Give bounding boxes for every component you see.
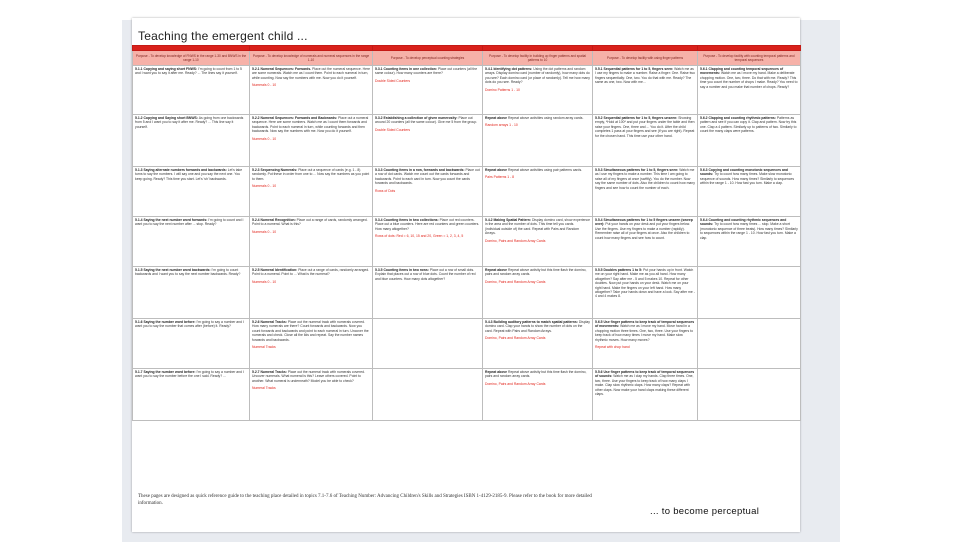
activity-cell [698, 66, 801, 115]
page-title: Teaching the emergent child ... [138, 29, 308, 43]
activity-instructions: Watch me as I use my fingers to make a number. Raise a finger: One. Raise two fingers sequentially: One, two. You do that with me. Ready? The same as one, two. Now with me... [595, 67, 695, 85]
activity-reference: 5.2.6 Numeral Tracks: [252, 320, 287, 324]
activity-cell [483, 217, 593, 267]
activity-instructions: Patterns as pattern and see if you can copy it. Clap and pattern. Now try this one. Clap a 4 pattern. Similarly up to patterns of two. Similarly to count the many claps were patterns. [700, 116, 797, 134]
activity-instructions: Repeat above activity but this time flash the domino, pairs and random array cards. [485, 268, 587, 277]
table-row [133, 66, 801, 115]
purpose-cell: Purpose - To develop knowledge of FNWS in the range 1-30 and BNWS in the range 1-10 [133, 51, 250, 66]
purpose-row [133, 51, 801, 66]
activity-reference: 5.2.1 Numeral Sequences: Forwards. [252, 67, 312, 71]
caption: ... to become perceptual [650, 506, 760, 517]
activity-cell [593, 267, 698, 319]
activity-instructions: Repeat above activity but this time flash the domino, pairs and random array cards. [485, 370, 587, 379]
activity-instructions: Display domino card. Clap your hands to show the number of dots on the card. Repeat with Pairs and Random Arrays. [485, 320, 590, 333]
footer-note: These pages are designed as quick reference guide to the teaching place detailed in topics 7.1-7.6 of Teaching Number: Advancing Children's Skills and Strategies ISBN 1-4129-2185-9. Please refer to the book for more detailed information. [138, 494, 592, 506]
activity-instructions: Repeat above activities using random array cards. [508, 116, 584, 120]
activity-cell [133, 115, 250, 167]
activity-instructions: Place out the numeral track with numerals covered. Uncover numerals. What numeral is this? Leave others covered. Point to another. What numeral is underneath? Model you be able to check? [252, 370, 365, 383]
activity-instructions: Place out counters (all the same colour). How many counters are there? [375, 67, 478, 76]
activity-instructions: Put your hands up in front. Watch me on your right hand. Make me as you all hand. How many altogether? Say after me - 5 and 5 makes 10. Repeat for other doubles. Now put your hands on your desk. Watch me on your right hand. Make the fingers on your left hand. How many altogether? Take your hands down and have a look. Say after me - 4 and 4 makes 8. [595, 268, 695, 299]
activity-cell [250, 115, 373, 167]
activity-cell [373, 369, 483, 421]
materials-label: Double Sided Counters [375, 78, 411, 83]
materials-label: Random arrays 1 - 10 [485, 123, 518, 128]
activity-reference: 5.1.3 Saying alternate numbers forwards and backwards: [135, 168, 227, 172]
activity-reference: Repeat above [485, 268, 508, 272]
activity-reference: 5.2.4 Numeral Recognition: [252, 218, 296, 222]
activity-instructions: Try to count how many times ... stop. Make a short (monotonic sequence of three beats). How many times? Similarly to sequences within the range 1 - 10. How fast you turn. Make a clap. [700, 222, 798, 240]
activity-cell [593, 66, 698, 115]
materials-label: Numeral Tracks [252, 345, 276, 350]
activity-reference: 5.2.3 Sequencing Numerals: [252, 168, 298, 172]
activity-cell [698, 319, 801, 369]
activity-reference: 5.5.2 Sequential patterns for 1 to 5, fingers unseen: [595, 116, 678, 120]
activity-instructions: Place out a range of cards, randomly arranged. Point to a numeral. What is this? [252, 218, 368, 227]
activity-reference: 5.1.7 Saying the number word before: [135, 370, 196, 374]
activity-reference: 5.3.3 Counting items in a row, forwards and backwards: [375, 168, 465, 172]
activity-reference: 5.2.7 Numeral Tracks: [252, 370, 287, 374]
activity-instructions: Place out the numeral track with numerals covered. How many numerals are there? Count forwards and backwards. Now you count forwards and backwards and point to each numeral in turn. Uncover the numerals and check. Close all the lids and repeat. Say the number names forwards and backwards. [252, 320, 369, 342]
activity-reference: 5.5.5 Doubles patterns 1 to 5: [595, 268, 643, 272]
activity-reference: 5.3.2 Establishing a collection of given numerosity: [375, 116, 458, 120]
activity-instructions: Place out red counters. Place out a blue counters. Here are red counters and green counters. How many altogether? [375, 218, 480, 231]
activity-cell [133, 267, 250, 319]
activity-reference: 5.1.5 Saying the next number word backwards: [135, 268, 211, 272]
activity-instructions: Place out the numeral sequence. Here are some numerals. Watch me as I count them. Point to each numeral in turn, while counting. Now say the numbers with me. Now you do it yourself. [252, 67, 370, 80]
activity-reference: 5.1.1 Copying and saying short FNWS: [135, 67, 198, 71]
activity-cell [483, 115, 593, 167]
purpose-cell: Purpose - To develop knowledge of numerals and numeral sequences in the range 1-10 [250, 51, 373, 66]
activity-cell [483, 167, 593, 217]
materials-label: Rows of Dots [375, 188, 396, 193]
materials-label: Numerals 0 - 10 [252, 229, 277, 234]
activity-reference: 5.2.2 Numeral Sequences: Forwards and Backwards: [252, 116, 338, 120]
activity-reference: 5.3.4 Counting items in two collections: [375, 218, 439, 222]
activity-reference: 5.5.6 Use finger patterns to keep track of temporal sequences of sounds: [595, 370, 695, 379]
purpose-cell: Purpose - To develop facility with counting temporal patterns and temporal sequences [698, 51, 801, 66]
activity-cell [373, 66, 483, 115]
reference-sheet [132, 18, 800, 532]
activity-reference: 5.6.2 Clapping and counting rhythmic patterns: [700, 116, 776, 120]
materials-label: Domino, Pairs and Random Array Cards [485, 279, 546, 284]
activity-reference: 5.5.3 Simultaneous patterns for 1 to 5, fingers seen: [595, 168, 679, 172]
activity-reference: 5.3.5 Counting items in two rows: [375, 268, 429, 272]
table-row [133, 267, 801, 319]
activity-instructions: Place out a row of small dots. Explain that places out a row of blue dots. Count the number of red and blue counters. How many dots altogether? [375, 268, 476, 281]
activity-cell [373, 267, 483, 319]
activity-reference: 5.2.5 Numeral Identification: [252, 268, 298, 272]
materials-label: Domino Patterns 1 - 10 [485, 87, 520, 92]
activity-instructions: Place out a row of dot cards. Watch me count out the cards forwards and backwards. Point to each card in turn. Now you count the cards forwards and backwards. [375, 168, 480, 186]
materials-label: Repeat with chop hand [595, 345, 630, 350]
activity-reference: Repeat above [485, 370, 508, 374]
activity-reference: 5.4.2 Making Spatial Pattern: [485, 218, 531, 222]
activity-cell [373, 115, 483, 167]
activity-instructions: Watch me as I clap my hands. Clap three times. One, two, three. Use your fingers to keep track of how many claps I make. Clap slow rhythmic claps. How many claps? Repeat with other claps. Now make your hand claps making these different claps. [595, 374, 694, 397]
materials-label: Numeral Tracks [252, 386, 276, 391]
activity-cell [483, 267, 593, 319]
activity-instructions: Using the dot patterns and random arrays. Display domino card (number of randomly), how many dots do you see? Each domino card (or place of randomly). Tell me how many dots do you see. Ready? [485, 67, 590, 85]
activity-cell [250, 369, 373, 421]
table-row [133, 167, 801, 217]
activity-instructions: I'm going to count backwards and I want you to say the next number backwards. Ready? [135, 268, 241, 277]
activity-instructions: I'm going to say a number and I want you to say the number before the one I said. Ready? ... [135, 370, 244, 379]
activity-instructions: Watch me as I move my hand. Make a deliberate chopping motion. One, two, three. Do that with me. Ready? This time you count the number of chops I make. Ready? You need to say a number and you make that number of chops. Ready? [700, 71, 798, 89]
activity-cell [373, 167, 483, 217]
activity-reference: 5.1.6 Saying the number word before: [135, 320, 196, 324]
activity-cell [698, 167, 801, 217]
activity-cell [133, 167, 250, 217]
activity-instructions: I'm going to say a number and I want you to say the number that comes after (before) it. Ready? [135, 320, 244, 329]
activity-instructions: Place out a sequence of cards (e.g. 1 - 8) randomly. Put these in order from one to ... Now say the numbers as you point to them. [252, 168, 370, 181]
materials-label: Pairs Patterns 1 - 8 [485, 175, 515, 180]
activity-instructions: Let's take turns to say the numbers. I will say one and you say the next one. You keep going. Ready? This time you start. Let's 'sh' backwards. [135, 168, 243, 181]
table-row [133, 319, 801, 369]
activity-cell [483, 66, 593, 115]
table-row [133, 217, 801, 267]
activity-instructions: I'm going to count and I want you to say the next number after ... stop. Ready? [135, 218, 244, 227]
activity-cell [698, 115, 801, 167]
activity-cell [593, 369, 698, 421]
activity-instructions: Place out a numeral sequence. Here are some numbers. Watch me as I count them forwards and backwards. Point to each numeral in turn, while counting forwards and then backwards. Now say the numbers with me. Now you do it yourself. [252, 116, 369, 134]
activity-instructions: Put your hands on your desk and put your fingers below. Use the fingers. Use my fingers to make a number (rapidly). Remember raise all of your fingers at once. Also the children to count how many fingers and see how to count. [595, 222, 691, 240]
materials-label: Numerals 0 - 10 [252, 279, 277, 284]
materials-label: Domino, Pairs and Random Array Cards [485, 381, 546, 386]
table-row [133, 115, 801, 167]
activity-cell [483, 369, 593, 421]
purpose-cell: Purpose - To develop perceptual counting strategies [373, 51, 483, 66]
activity-cell [250, 167, 373, 217]
activity-instructions: As going from one backwards from 5 and I want you to say it after me. Ready? ... This line say it yourself. [135, 116, 244, 129]
activity-reference: 5.3.1 Counting items in one collection: [375, 67, 437, 71]
activity-reference: 5.1.2 Copying and Saying short BNWS: [135, 116, 198, 120]
activity-instructions: Display domino card, show experience in the area and the number of dots. This time tell you cards. (individual outside of) the card. Repeat with Pairs and Random Arrays. [485, 218, 590, 236]
activity-table [132, 45, 801, 421]
activity-reference: Repeat above [485, 168, 508, 172]
materials-label: Rows of dots: Red = 6, 10, 15 and 20, Green = 1, 2, 3, 4, 5 [375, 234, 464, 239]
activity-reference: 5.5.4 Simultaneous patterns for 1 to 5 fingers unseen (sweep over): [595, 218, 693, 227]
activity-cell [250, 319, 373, 369]
activity-reference: 5.6.5 Use finger patterns to keep track of temporal sequences of movements: [595, 320, 695, 329]
activity-cell [133, 369, 250, 421]
activity-instructions: Try to count how many times. Make slow monotonic sequence of sounds. How many times? Similarly to sequences within the range 1 - 10. How fast you turn. Make a clap. [700, 172, 795, 186]
activity-instructions: Repeat above activities using pair patterns cards. [508, 168, 583, 172]
activity-instructions: Place out around 20 counters (all the same colour). Give me 5 from the group. [375, 116, 478, 125]
activity-cell [593, 115, 698, 167]
activity-instructions: Watch me as I move my hand. Move hand in a chopping motion three times. One, two, three. Use your fingers to keep track of how many times I move my hand. Make slow rhythmic moves. How many moves? [595, 324, 694, 342]
activity-cell [373, 217, 483, 267]
activity-reference: 5.1.4 Saying the next number word forwards: [135, 218, 208, 222]
materials-label: Numerals 0 - 10 [252, 83, 277, 88]
activity-reference: Repeat above [485, 116, 508, 120]
table-row [133, 369, 801, 421]
activity-cell [698, 267, 801, 319]
activity-cell [483, 319, 593, 369]
activity-reference: 5.6.4 Counting and counting rhythmic sequences and sounds: [700, 218, 787, 227]
materials-label: Double Sided Counters [375, 127, 411, 132]
activity-instructions: Watch me as I use my fingers to make a number. This time I am going to raise all of my fingers at once (swiftly). You do the number. Now say the same number of dots. Also the children to count how many fingers and see how to count the number of each. [595, 168, 695, 190]
activity-cell [133, 66, 250, 115]
activity-cell [250, 267, 373, 319]
materials-label: Numerals 0 - 10 [252, 136, 277, 141]
activity-cell [593, 217, 698, 267]
activity-reference: 5.5.1 Sequential patterns for 1 to 5, fingers seen: [595, 67, 674, 71]
activity-cell [698, 217, 801, 267]
materials-label: Numerals 0 - 10 [252, 184, 277, 189]
activity-cell [593, 319, 698, 369]
materials-label: Domino, Pairs and Random Array Cards [485, 238, 546, 243]
activity-cell [698, 369, 801, 421]
activity-reference: 5.4.3 Building auditory patterns to match spatial patterns: [485, 320, 578, 324]
materials-label: Domino, Pairs and Random Array Cards [485, 336, 546, 341]
activity-cell [133, 319, 250, 369]
activity-reference: 5.6.3 Copying and counting monotonic sequences and sounds: [700, 168, 788, 177]
purpose-cell: Purpose - To develop facility with using finger patterns [593, 51, 698, 66]
activity-cell [373, 319, 483, 369]
activity-instructions: I'm going to count from 1 to 5 and I want you to say it after me. Ready? ... The lines say it yourself. [135, 67, 242, 76]
activity-cell [593, 167, 698, 217]
activity-instructions: Place out a range of cards, randomly arranged. Point to a numeral. Point to ... What is the numeral? [252, 268, 370, 277]
activity-reference: 5.4.1 Identifying dot patterns: [485, 67, 533, 71]
activity-cell [250, 217, 373, 267]
activity-instructions: Showing empty, *Hold at 100* and put your fingers under the table and then raise your fingers. One, three and ... You do it. After the child completes 1 pass at your fingers and see (if you are right). Repeat for the chosen hand. This time use your other hand. [595, 116, 695, 138]
activity-reference: 5.6.1 Clapping and counting temporal sequences of movements: [700, 67, 784, 76]
activity-cell [133, 217, 250, 267]
purpose-cell: Purpose - To develop facility in building up finger patterns and spatial patterns to 10 [483, 51, 593, 66]
activity-cell [250, 66, 373, 115]
